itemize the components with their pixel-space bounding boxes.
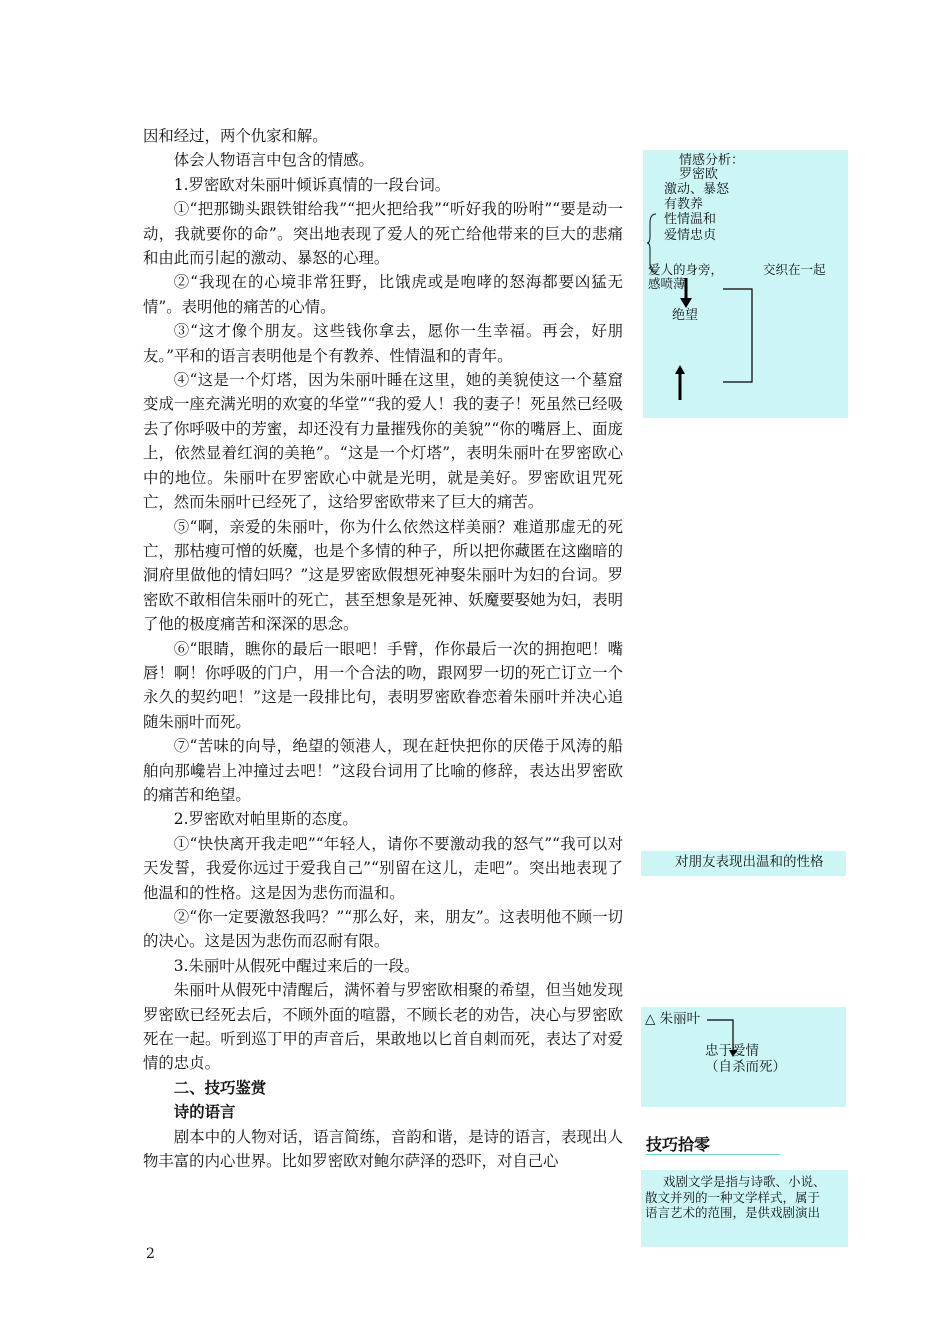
emotion-analysis-box (643, 150, 848, 418)
paragraph: 体会人物语言中包含的情感。 (173, 151, 374, 170)
main-text-column (143, 124, 623, 1173)
paragraph: ⑦“苦味的向导，绝望的领港人，现在赶快把你的厌倦于风涛的船舶向那巉岩上冲撞过去吧！”这段台词用了比喻的修辞，表达出罗密欧的痛苦和绝望。 (143, 737, 623, 804)
bracket-line (723, 289, 752, 382)
paragraph: 因和经过，两个仇家和解。 (143, 127, 328, 145)
paragraph: 朱丽叶从假死中清醒后，满怀着与罗密欧相聚的希望，但当她发现罗密欧已经死去后，不顾外面的喧嚣，不顾长老的劝告，决心与罗密欧死在一起。听到巡丁甲的声音后，果敢地以匕首自刺而死，表达了对爱情的忠贞。 (143, 981, 623, 1073)
suicide-label: （自杀而死） (705, 1059, 786, 1075)
flow-arrows (643, 150, 848, 418)
paragraph: ②“你一定要激怒我吗？”“那么好，来，朋友”。这表明他不顾一切的决心。这是因为悲伤而忍耐有限。 (143, 908, 623, 951)
section-heading: 二、技巧鉴赏 (173, 1078, 267, 1097)
friend-note-box (641, 851, 846, 876)
skill-note-box (641, 1170, 848, 1247)
trait-item: 爱情忠贞 (664, 228, 717, 243)
juliet-note-box (641, 1007, 846, 1107)
loyal-label: 忠于爱情 (705, 1043, 759, 1059)
paragraph: ⑤“啊，亲爱的朱丽叶，你为什么依然这样美丽？难道那虚无的死亡，那枯瘦可憎的妖魔，也是个多情的种子，所以把你藏匿在这幽暗的洞府里做他的情妇吗？”这是罗密欧假想死神娶朱丽叶为妇的台词。罗密欧不敢相信朱丽叶的死亡，甚至想象是死神、妖魔要娶她为妇，表明了他的极度痛苦和深深的思念。 (143, 517, 623, 634)
emotion-line-text: 爱人的身旁， (648, 262, 724, 277)
paragraph: ①“把那锄头跟铁钳给我”“把火把给我”“听好我的吩咐”“要是动一动，我就要你的命”。突出地表现了爱人的死亡给他带来的巨大的悲痛和由此而引起的激动、暴怒的心理。 (143, 200, 623, 268)
skill-title-underline (646, 1154, 780, 1155)
paragraph: ①“快快离开我走吧”“年轻人，请你不要激动我的怒气”“我可以对天发誓，我爱你远过于爱我自己”“别留在这儿，走吧”。突出地表现了他温和的性格。这是因为悲伤而温和。 (143, 834, 623, 902)
arrow-head-icon (675, 365, 685, 374)
paragraph: ②“我现在的心境非常狂野，比饿虎或是咆哮的怒海都要凶猛无情”。表明他的痛苦的心情。 (143, 273, 623, 316)
paragraph: ⑥“眼睛，瞧你的最后一眼吧！手臂，作你最后一次的拥抱吧！嘴唇！啊！你呼吸的门户，用一个合法的吻，跟网罗一切的死亡订立一个永久的契约吧！”这是一段排比句，表明罗密欧眷恋着朱丽叶并决心追随朱丽叶而死。 (143, 639, 623, 731)
friend-note-text: 对朋友表现出温和的性格 (675, 854, 824, 870)
despair-label: 绝望 (672, 308, 699, 323)
paragraph: ④“这是一个灯塔，因为朱丽叶睡在这里，她的美貌使这一个墓窟变成一座充满光明的欢宴的华堂”“我的爱人！我的妻子！死虽然已经吸去了你呼吸中的芳蜜，却还没有力量摧残你的美貌”“你的嘴唇上、面庞上，依然显着红润的美艳”。“这是一个灯塔”，表明朱丽叶在罗密欧心中的地位。朱丽叶在罗密欧心中就是光明，就是美好。罗密欧诅咒死亡，然而朱丽叶已经死了，这给罗密欧带来了巨大的痛苦。 (143, 371, 623, 512)
paragraph: ③“这才像个朋友。这些钱你拿去，愿你一生幸福。再会，好朋友。”平和的语言表明他是个有教养、性情温和的青年。 (143, 322, 623, 365)
trait-item: 有教养 (664, 197, 704, 212)
paragraph: 剧本中的人物对话，语言简练，音韵和谐，是诗的语言，表现出人物丰富的内心世界。比如罗密欧对鲍尔萨泽的恐吓，对自己心 (143, 1127, 623, 1171)
skill-text-line: 散文并列的一种文学样式，属于 (645, 1189, 821, 1205)
emotion-analysis-title: 情感分析： (679, 153, 745, 168)
subsection-heading: 诗的语言 (173, 1103, 236, 1122)
skill-text-line: 戏剧文学是指与诗歌、小说、 (663, 1174, 826, 1189)
trait-item: 性情温和 (664, 212, 717, 227)
arrow-head-icon (680, 298, 692, 308)
skill-text-line: 语言艺术的范围，是供戏剧演出 (645, 1205, 821, 1220)
skill-section-title: 技巧拾零 (646, 1135, 711, 1154)
section-heading: 2.罗密欧对帕里斯的态度。 (173, 810, 358, 829)
juliet-label: △ 朱丽叶 (645, 1011, 701, 1027)
section-heading: 1.罗密欧对朱丽叶倾诉真情的一段台词。 (173, 175, 451, 194)
section-heading: 3.朱丽叶从假死中醒过来后的一段。 (173, 956, 420, 975)
emotion-line-text: 感喷薄 (648, 276, 686, 291)
emotion-subject: 罗密欧 (679, 167, 719, 182)
emotion-line-text: 交织在一起 (763, 262, 826, 277)
trait-item: 激动、暴怒 (664, 182, 730, 197)
page-number: 2 (146, 1246, 155, 1262)
